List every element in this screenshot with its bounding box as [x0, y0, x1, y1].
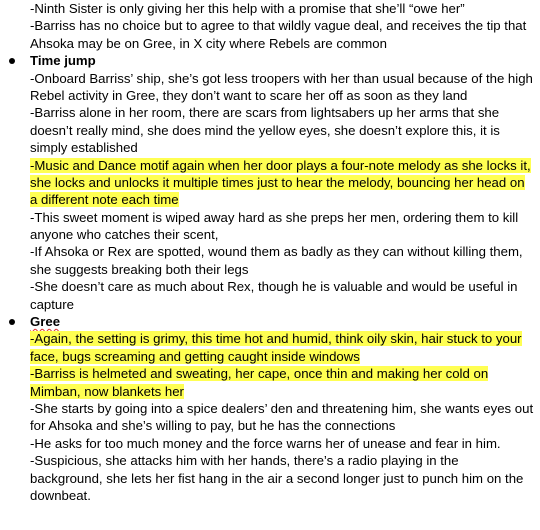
highlighted-text: -Again, the setting is grimy, this time hot and humid, think oily skin, hair stuck to your: [30, 331, 522, 347]
line-text: -Onboard Barriss’ ship, she’s got less troopers with her than usual because of the high: [30, 70, 533, 86]
text-line: [0, 435, 540, 452]
text-line: [0, 209, 540, 226]
line-text: simply established: [30, 140, 138, 156]
text-line: [0, 70, 540, 87]
highlighted-line: [0, 383, 540, 400]
highlighted-text: -Music and Dance motif again when her door plays a four-note melody as she locks it,: [30, 157, 531, 173]
highlighted-line: [0, 348, 540, 365]
text-line: [0, 487, 540, 504]
text-line: [0, 87, 540, 104]
text-line: [0, 296, 540, 313]
line-text: -Barriss alone in her room, there are scars from lightsabers up her arms that she: [30, 105, 500, 121]
text-line: [0, 278, 540, 295]
highlighted-text: a different note each time: [30, 192, 179, 208]
bullet-heading-text: Gree: [30, 314, 61, 330]
text-line: [0, 470, 540, 487]
line-text: capture: [30, 296, 74, 312]
bullet-heading-text: Time jump: [30, 53, 96, 69]
text-line: [0, 226, 540, 243]
line-text: -She starts by going into a spice dealers’ den and threatening him, she wants eyes out: [30, 400, 534, 416]
line-text: -Suspicious, she attacks him with her hands, there’s a radio playing in the: [30, 453, 459, 469]
line-text: -Ninth Sister is only giving her this help with a promise that she’ll “owe her”: [30, 1, 465, 16]
line-text: Ahsoka may be on Gree, in X city where Rebels are common: [30, 35, 387, 51]
text-line: [0, 122, 540, 139]
text-line: [0, 17, 540, 34]
highlighted-text: Mimban, now blankets her: [30, 383, 184, 399]
bullet-dot-icon: [9, 319, 15, 325]
highlighted-text: face, bugs screaming and getting caught inside windows: [30, 348, 360, 364]
text-line: [0, 417, 540, 434]
bullet-dot-icon: [9, 58, 15, 64]
text-line: [0, 400, 540, 417]
line-text: for Ahsoka and she’s willing to pay, but he has the connections: [30, 418, 396, 434]
text-line: [0, 452, 540, 469]
highlighted-text: she locks and unlocks it multiple times just to hear the melody, bouncing her head on: [30, 174, 525, 190]
text-line: [0, 261, 540, 278]
highlighted-line: [0, 174, 540, 191]
line-text: anyone who catches their scent,: [30, 227, 219, 243]
line-text: -This sweet moment is wiped away hard as she preps her men, ordering them to kill: [30, 209, 519, 225]
line-text: downbeat.: [30, 487, 91, 503]
text-line: [0, 104, 540, 121]
line-text: -He asks for too much money and the force warns her of unease and fear in him.: [30, 435, 501, 451]
line-text: doesn’t really mind, she does mind the yellow eyes, she doesn’t explore this, it is: [30, 122, 500, 138]
text-line: [0, 243, 540, 260]
highlighted-line: [0, 365, 540, 382]
line-text: she suggests breaking both their legs: [30, 261, 249, 277]
text-line: [0, 0, 540, 17]
line-text: -If Ahsoka or Rex are spotted, wound them as badly as they can without killing them,: [30, 244, 523, 260]
highlighted-line: [0, 191, 540, 208]
line-text: Rebel activity in Gree, they don’t want to scare her off as soon as they land: [30, 87, 468, 103]
line-text: background, she lets her fist hang in the air a second longer just to punch him on the: [30, 470, 524, 486]
highlighted-line: [0, 330, 540, 347]
highlighted-text: -Barriss is helmeted and sweating, her cape, once thin and making her cold on: [30, 366, 489, 382]
bullet-heading: [0, 52, 540, 69]
text-line: [0, 139, 540, 156]
line-text: -She doesn’t care as much about Rex, though he is valuable and would be useful in: [30, 279, 518, 295]
bullet-heading: [0, 313, 540, 330]
highlighted-line: [0, 157, 540, 174]
text-line: [0, 35, 540, 52]
line-text: -Barriss has no choice but to agree to that wildly vague deal, and receives the tip that: [30, 18, 527, 34]
